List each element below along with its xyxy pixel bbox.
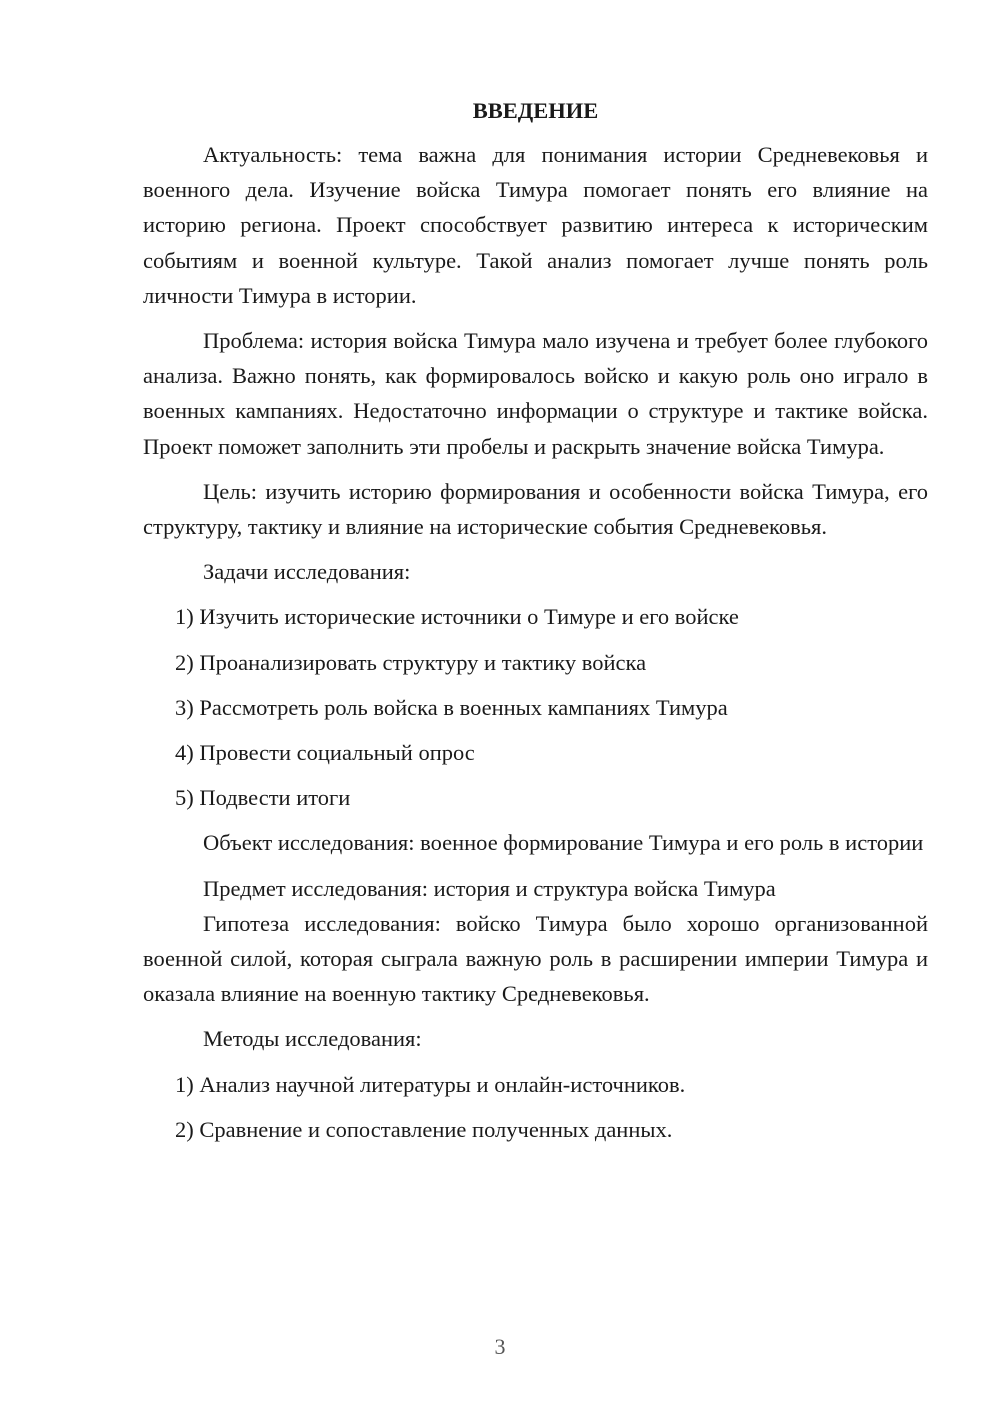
tasks-heading: Задачи исследования: xyxy=(203,559,411,585)
list-item: 2) Сравнение и сопоставление полученных данных. xyxy=(175,1116,673,1142)
list-item: 2) Проанализировать структуру и тактику войска xyxy=(175,649,647,675)
object-paragraph: Объект исследования: военное формирование Тимура и его роль в истории xyxy=(203,830,924,856)
subject-paragraph: Предмет исследования: история и структура войска Тимура xyxy=(203,875,776,901)
tasks-list xyxy=(143,599,928,815)
hypothesis-paragraph: Гипотеза исследования: войско Тимура было хорошо организованной военной силой, которая сыграла важную роль в расширении империи Тимура и оказала влияние на военную тактику Средневековья. xyxy=(143,910,928,1007)
page-number: 3 xyxy=(494,1334,506,1359)
list-item: 1) Анализ научной литературы и онлайн-источников. xyxy=(175,1071,686,1097)
goal-paragraph: Цель: изучить историю формирования и особенности войска Тимура, его структуру, тактику и влияние на исторические события Средневековья. xyxy=(143,478,928,540)
list-item: 3) Рассмотреть роль войска в военных кампаниях Тимура xyxy=(175,694,728,720)
methods-heading: Методы исследования: xyxy=(203,1026,422,1052)
section-title: ВВЕДЕНИЕ xyxy=(472,98,599,123)
methods-list xyxy=(143,1067,928,1147)
list-item: 4) Провести социальный опрос xyxy=(175,740,475,766)
document-page xyxy=(143,93,928,1147)
list-item: 5) Подвести итоги xyxy=(175,785,351,811)
list-item: 1) Изучить исторические источники о Тимуре и его войске xyxy=(175,604,739,630)
problem-paragraph: Проблема: история войска Тимура мало изучена и требует более глубокого анализа. Важно понять, как формировалось войско и какую роль оно играло в военных кампаниях. Недостаточно информации о структуре и тактике войска. Проект поможет заполнить эти пробелы и раскрыть значение войска Тимура. xyxy=(143,328,928,459)
relevance-paragraph: Актуальность: тема важна для понимания истории Средневековья и военного дела. Изучение войска Тимура помогает понять его влияние на историю региона. Проект способствует развитию интереса к историческим событиям и военной культуре. Такой анализ помогает лучше понять роль личности Тимура в истории. xyxy=(143,142,928,308)
